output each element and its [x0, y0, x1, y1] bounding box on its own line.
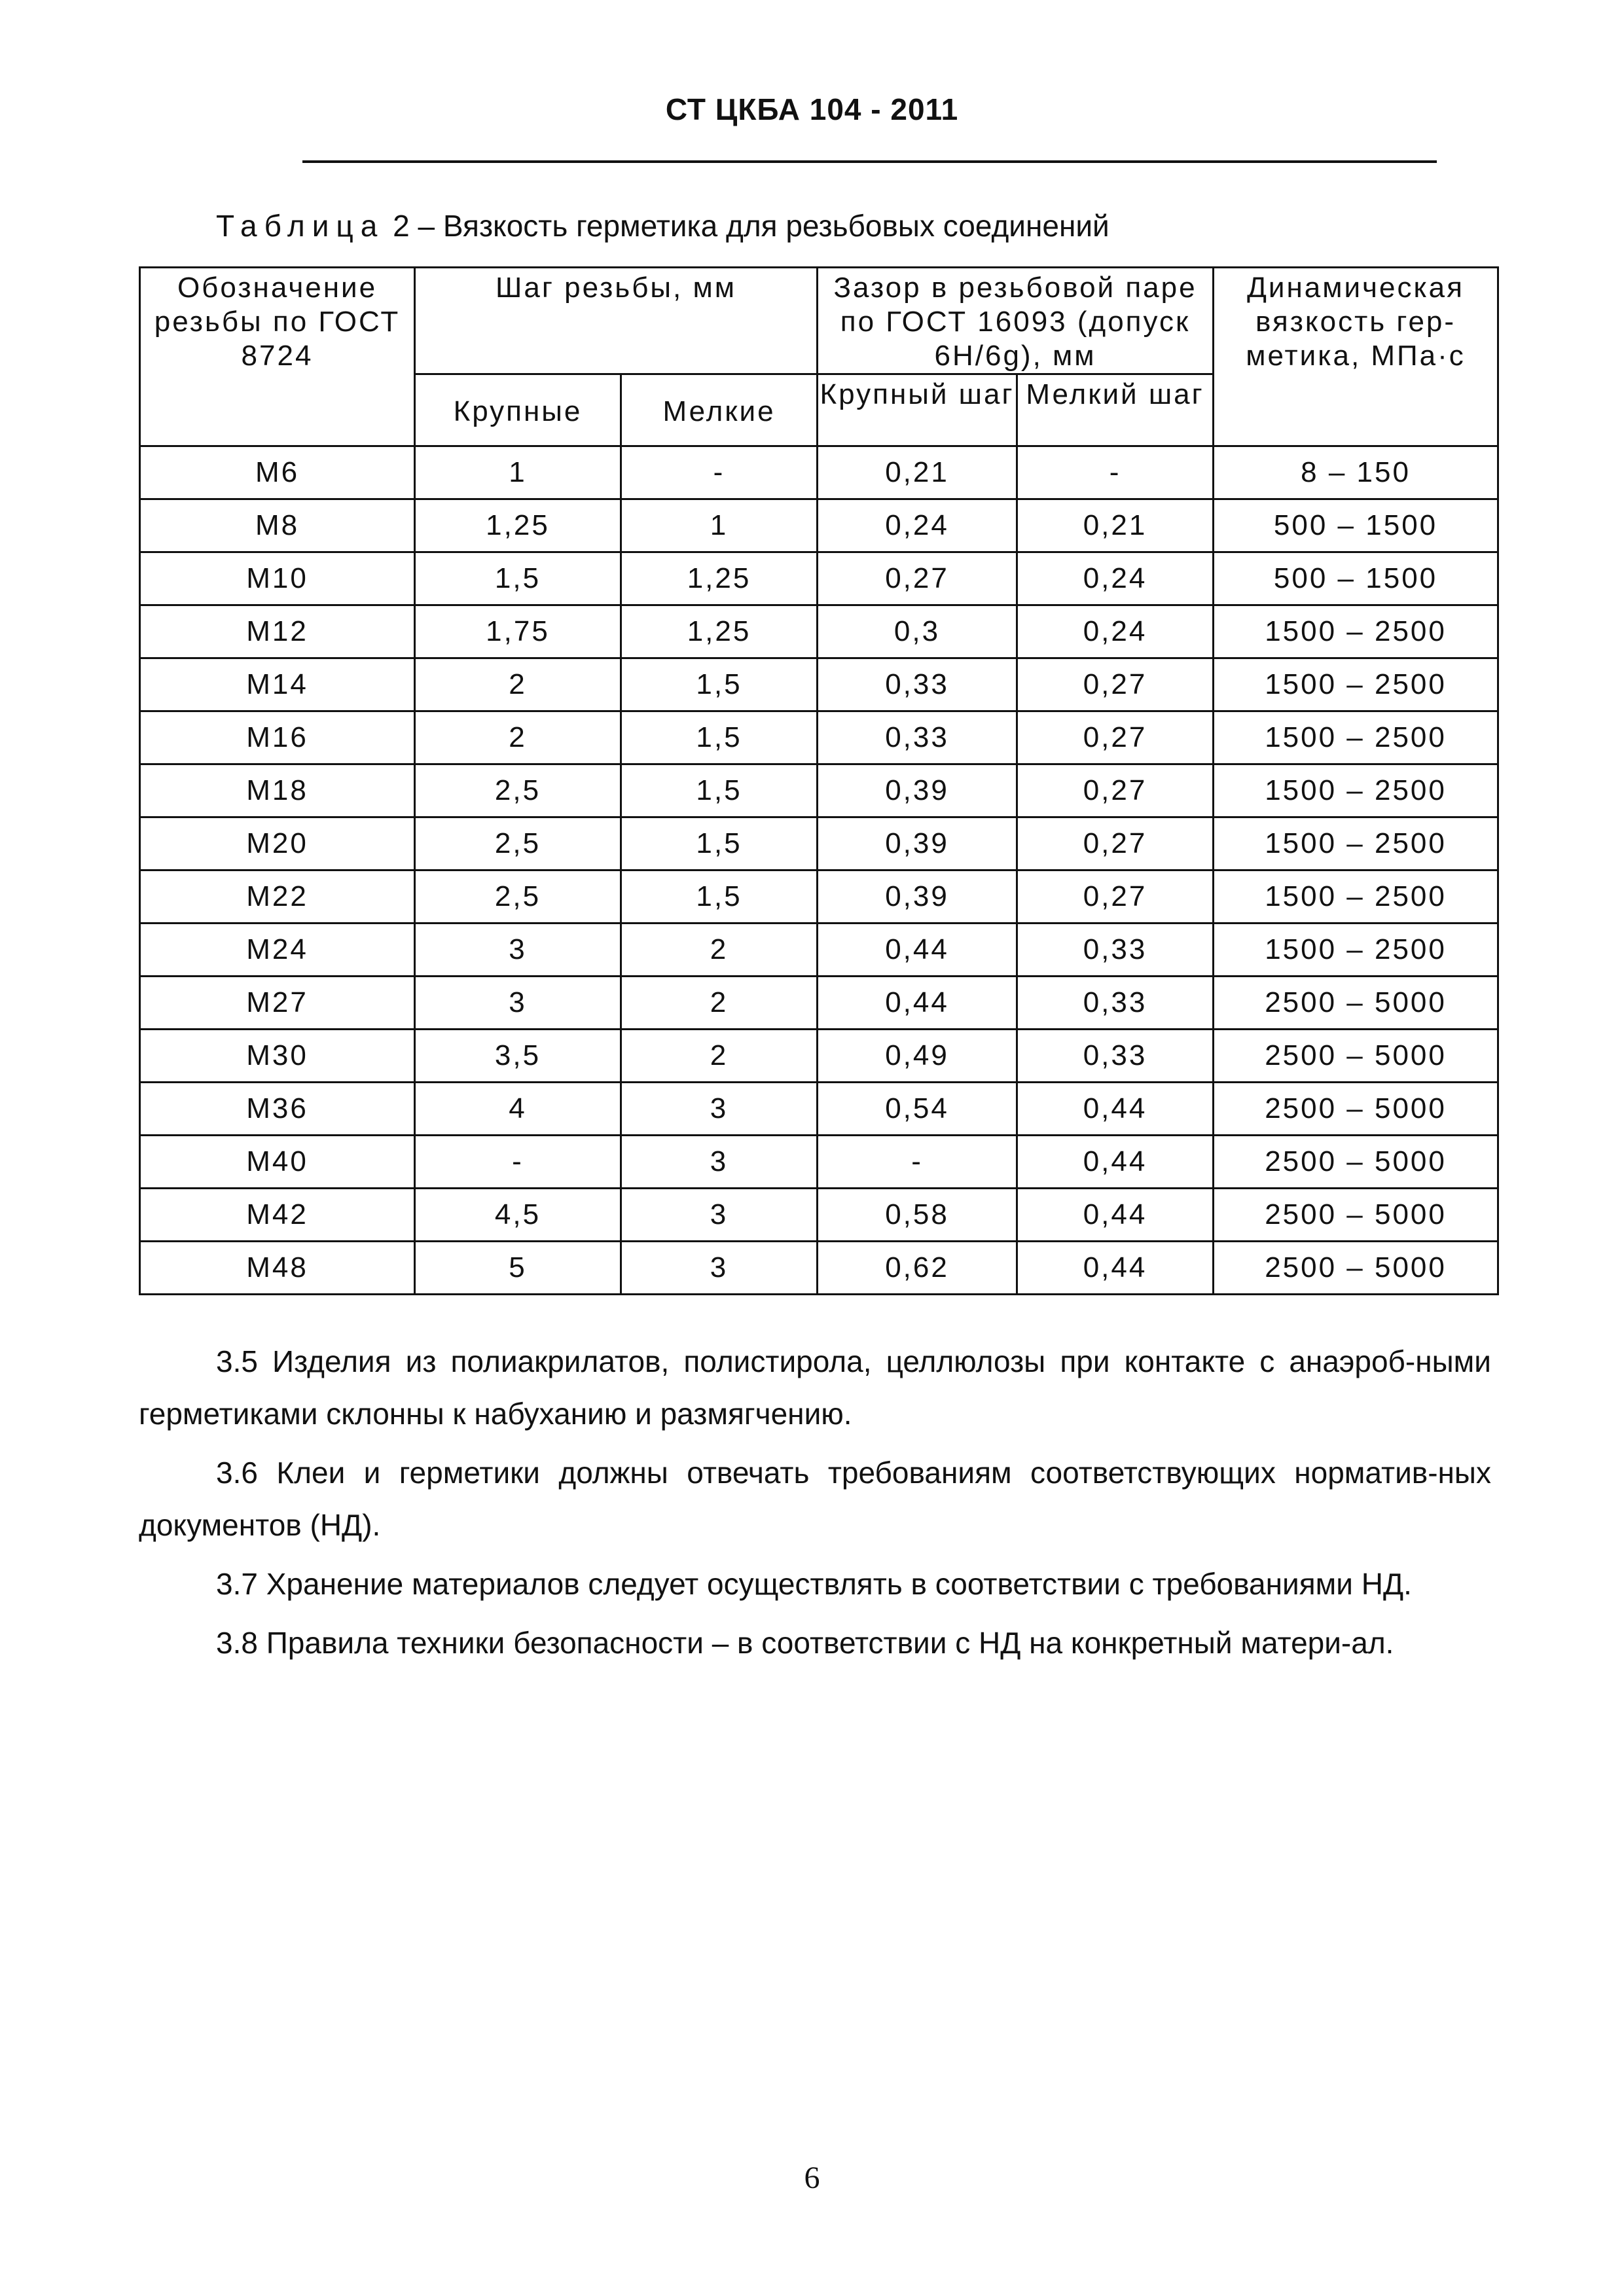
cell-pitch-coarse: 5 — [415, 1242, 621, 1295]
cell-designation: М20 — [140, 817, 415, 870]
cell-pitch-coarse: 1,25 — [415, 499, 621, 552]
cell-clearance-coarse: 0,44 — [818, 977, 1017, 1030]
table-row — [140, 711, 1498, 764]
header-designation: Обозначение резьбы по ГОСТ 8724 — [140, 268, 415, 446]
cell-pitch-coarse: - — [415, 1136, 621, 1189]
table-row — [140, 605, 1498, 658]
cell-pitch-coarse: 3 — [415, 924, 621, 977]
cell-pitch-coarse: 1 — [415, 446, 621, 499]
cell-pitch-coarse: 2,5 — [415, 764, 621, 817]
table-row — [140, 924, 1498, 977]
cell-designation: М24 — [140, 924, 415, 977]
cell-clearance-coarse: 0,33 — [818, 658, 1017, 711]
cell-pitch-fine: 3 — [621, 1189, 818, 1242]
cell-clearance-fine: - — [1017, 446, 1214, 499]
header-clearance-coarse: Крупный шаг — [818, 374, 1017, 446]
cell-clearance-fine: 0,27 — [1017, 870, 1214, 924]
cell-designation: М27 — [140, 977, 415, 1030]
viscosity-table — [139, 266, 1499, 1295]
cell-viscosity: 1500 – 2500 — [1214, 605, 1498, 658]
cell-pitch-fine: 2 — [621, 1030, 818, 1083]
table-header — [140, 268, 1498, 446]
cell-designation: М14 — [140, 658, 415, 711]
cell-viscosity: 2500 – 5000 — [1214, 1189, 1498, 1242]
cell-clearance-coarse: 0,54 — [818, 1083, 1017, 1136]
cell-designation: М10 — [140, 552, 415, 605]
cell-designation: М18 — [140, 764, 415, 817]
cell-pitch-fine: - — [621, 446, 818, 499]
header-pitch: Шаг резьбы, мм — [415, 268, 818, 374]
cell-clearance-coarse: - — [818, 1136, 1017, 1189]
cell-pitch-coarse: 3 — [415, 977, 621, 1030]
cell-designation: М40 — [140, 1136, 415, 1189]
header-clearance: Зазор в резьбовой паре по ГОСТ 16093 (допуск 6H/6g), мм — [818, 268, 1214, 374]
cell-pitch-fine: 1,5 — [621, 870, 818, 924]
cell-pitch-coarse: 1,75 — [415, 605, 621, 658]
cell-clearance-coarse: 0,62 — [818, 1242, 1017, 1295]
header-divider — [302, 160, 1437, 163]
cell-clearance-fine: 0,21 — [1017, 499, 1214, 552]
table-row — [140, 446, 1498, 499]
cell-clearance-coarse: 0,27 — [818, 552, 1017, 605]
cell-clearance-coarse: 0,44 — [818, 924, 1017, 977]
cell-clearance-coarse: 0,39 — [818, 870, 1017, 924]
table-row — [140, 870, 1498, 924]
cell-clearance-coarse: 0,21 — [818, 446, 1017, 499]
table-row — [140, 1242, 1498, 1295]
table-row — [140, 1030, 1498, 1083]
cell-clearance-fine: 0,27 — [1017, 711, 1214, 764]
cell-designation: М42 — [140, 1189, 415, 1242]
cell-pitch-fine: 1,5 — [621, 658, 818, 711]
table-row — [140, 658, 1498, 711]
cell-clearance-fine: 0,44 — [1017, 1242, 1214, 1295]
cell-designation: М48 — [140, 1242, 415, 1295]
cell-clearance-fine: 0,27 — [1017, 817, 1214, 870]
cell-designation: М12 — [140, 605, 415, 658]
table-body — [140, 446, 1498, 1295]
cell-viscosity: 2500 – 5000 — [1214, 1136, 1498, 1189]
cell-designation: М22 — [140, 870, 415, 924]
table-row — [140, 1083, 1498, 1136]
cell-pitch-coarse: 2 — [415, 711, 621, 764]
cell-viscosity: 500 – 1500 — [1214, 552, 1498, 605]
cell-viscosity: 1500 – 2500 — [1214, 711, 1498, 764]
header-clearance-fine: Мелкий шаг — [1017, 374, 1214, 446]
cell-clearance-fine: 0,27 — [1017, 764, 1214, 817]
cell-viscosity: 1500 – 2500 — [1214, 924, 1498, 977]
cell-pitch-fine: 2 — [621, 977, 818, 1030]
cell-viscosity: 1500 – 2500 — [1214, 817, 1498, 870]
cell-designation: М16 — [140, 711, 415, 764]
cell-pitch-fine: 1,25 — [621, 552, 818, 605]
cell-pitch-coarse: 2 — [415, 658, 621, 711]
cell-clearance-fine: 0,24 — [1017, 605, 1214, 658]
cell-clearance-coarse: 0,49 — [818, 1030, 1017, 1083]
cell-pitch-coarse: 2,5 — [415, 870, 621, 924]
cell-clearance-coarse: 0,33 — [818, 711, 1017, 764]
table-caption-number: 2 — [393, 209, 410, 243]
cell-designation: М6 — [140, 446, 415, 499]
page-number: 6 — [804, 2161, 820, 2195]
cell-clearance-fine: 0,33 — [1017, 924, 1214, 977]
cell-clearance-fine: 0,44 — [1017, 1189, 1214, 1242]
table-caption-label: Таблица — [216, 209, 385, 243]
cell-pitch-fine: 1,5 — [621, 817, 818, 870]
cell-viscosity: 2500 – 5000 — [1214, 1242, 1498, 1295]
cell-clearance-fine: 0,44 — [1017, 1136, 1214, 1189]
table-row — [140, 1136, 1498, 1189]
table-row — [140, 817, 1498, 870]
cell-pitch-fine: 3 — [621, 1083, 818, 1136]
cell-clearance-fine: 0,33 — [1017, 977, 1214, 1030]
cell-clearance-coarse: 0,39 — [818, 764, 1017, 817]
header-pitch-fine: Мелкие — [621, 374, 818, 446]
cell-designation: М36 — [140, 1083, 415, 1136]
cell-pitch-fine: 1 — [621, 499, 818, 552]
cell-designation: М30 — [140, 1030, 415, 1083]
paragraph-3-8: 3.8 Правила техники безопасности – в соответствии с НД на конкретный матери-ал. — [216, 1626, 1394, 1660]
cell-pitch-coarse: 4,5 — [415, 1189, 621, 1242]
paragraph-3-5: 3.5 Изделия из полиакрилатов, полистирола, целлюлозы при контакте с анаэроб-ными герметиками склонны к набуханию и размягчению. — [139, 1344, 1491, 1431]
table-row — [140, 499, 1498, 552]
cell-pitch-coarse: 4 — [415, 1083, 621, 1136]
cell-clearance-coarse: 0,24 — [818, 499, 1017, 552]
cell-viscosity: 2500 – 5000 — [1214, 1030, 1498, 1083]
cell-viscosity: 2500 – 5000 — [1214, 977, 1498, 1030]
cell-viscosity: 2500 – 5000 — [1214, 1083, 1498, 1136]
cell-pitch-fine: 3 — [621, 1136, 818, 1189]
header-viscosity: Динамическая вязкость гер-метика, МПа·с — [1214, 268, 1498, 446]
cell-pitch-fine: 1,5 — [621, 711, 818, 764]
cell-pitch-coarse: 1,5 — [415, 552, 621, 605]
body-text — [139, 1335, 1491, 1676]
cell-pitch-fine: 3 — [621, 1242, 818, 1295]
paragraph-3-7: 3.7 Хранение материалов следует осуществлять в соответствии с требованиями НД. — [216, 1567, 1412, 1601]
cell-clearance-coarse: 0,39 — [818, 817, 1017, 870]
cell-clearance-fine: 0,33 — [1017, 1030, 1214, 1083]
cell-designation: М8 — [140, 499, 415, 552]
header-pitch-coarse: Крупные — [415, 374, 621, 446]
table-row — [140, 552, 1498, 605]
cell-viscosity: 1500 – 2500 — [1214, 870, 1498, 924]
cell-clearance-fine: 0,44 — [1017, 1083, 1214, 1136]
table-row — [140, 977, 1498, 1030]
document-code: СТ ЦКБА 104 - 2011 — [665, 92, 959, 126]
cell-clearance-coarse: 0,3 — [818, 605, 1017, 658]
cell-viscosity: 1500 – 2500 — [1214, 658, 1498, 711]
table-row — [140, 1189, 1498, 1242]
table-caption — [216, 208, 1110, 243]
cell-clearance-coarse: 0,58 — [818, 1189, 1017, 1242]
paragraph-3-6: 3.6 Клеи и герметики должны отвечать требованиям соответствующих норматив-ных документов (НД). — [139, 1456, 1491, 1542]
cell-viscosity: 500 – 1500 — [1214, 499, 1498, 552]
cell-clearance-fine: 0,24 — [1017, 552, 1214, 605]
table-caption-text: – Вязкость герметика для резьбовых соединений — [418, 209, 1110, 243]
cell-pitch-coarse: 2,5 — [415, 817, 621, 870]
cell-clearance-fine: 0,27 — [1017, 658, 1214, 711]
cell-viscosity: 1500 – 2500 — [1214, 764, 1498, 817]
cell-pitch-fine: 1,25 — [621, 605, 818, 658]
table-row — [140, 764, 1498, 817]
cell-pitch-fine: 1,5 — [621, 764, 818, 817]
cell-pitch-fine: 2 — [621, 924, 818, 977]
cell-pitch-coarse: 3,5 — [415, 1030, 621, 1083]
cell-viscosity: 8 – 150 — [1214, 446, 1498, 499]
